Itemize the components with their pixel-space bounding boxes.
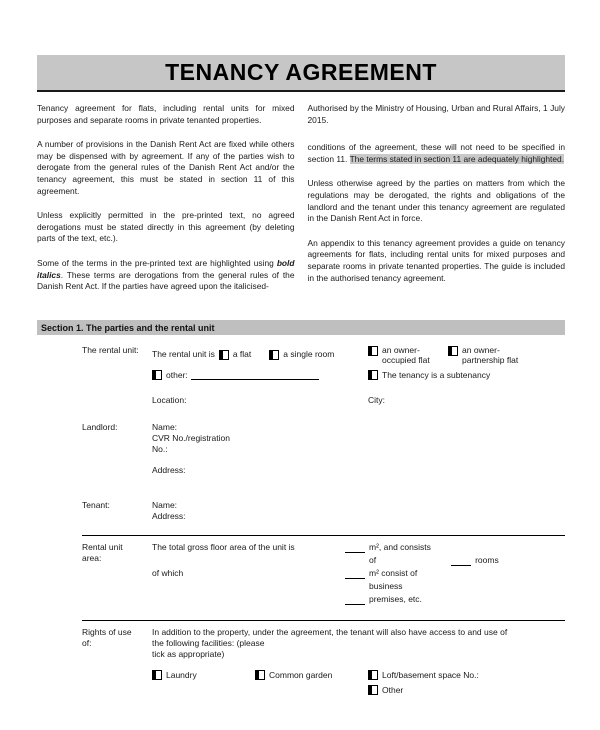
checkbox-a-single-room[interactable] xyxy=(269,350,279,360)
area-line1-text: The total gross floor area of the unit is xyxy=(152,542,295,553)
rental-unit-label: The rental unit: xyxy=(82,344,139,355)
document-title: TENANCY AGREEMENT xyxy=(165,59,437,85)
other-option-line xyxy=(152,370,368,381)
horizontal-rule xyxy=(82,535,565,536)
tenant-address-label: Address: xyxy=(152,511,186,522)
facilities-options xyxy=(152,670,565,696)
intro-right-column xyxy=(308,103,566,306)
intro-left-column xyxy=(37,103,295,306)
location-city-row xyxy=(152,395,565,406)
intro-text: Some of the terms in the pre-printed text are highlighted using xyxy=(37,257,277,268)
intro-paragraph: Unless otherwise agreed by the parties on matters from which the regulations may be derogated, the rights and obligations of the landlord and the tenant under this tenancy agreement are regulated in the Danish Rent Act in force. xyxy=(307,178,565,224)
area-line3-unit-text: m² consist of xyxy=(369,568,418,579)
landlord-row xyxy=(82,422,565,476)
city-label: City: xyxy=(368,394,385,405)
rental-unit-row xyxy=(82,345,565,406)
intro-paragraph: Tenancy agreement for flats, including rental units for mixed purposes and separate rooms in private tenanted properties. xyxy=(37,103,295,125)
business-area-blank-field[interactable] xyxy=(345,569,365,579)
rights-label: Rights of use of: xyxy=(82,627,132,649)
other-facility-option xyxy=(368,685,479,696)
section1-header: Section 1. The parties and the rental unit xyxy=(37,320,565,335)
option-owner-occupied-label: an owner-occupied flat xyxy=(382,344,430,365)
option-subtenancy-label: The tenancy is a subtenancy xyxy=(382,369,491,380)
rental-area-label: Rental unit area: xyxy=(82,542,123,564)
option-other-facility-label: Other xyxy=(382,684,404,695)
intro-paragraph: A number of provisions in the Danish Rent Act are fixed while others may be dispensed with by agreement. If any of the parties wish to derogate from the general rules of the Danish Rent Act and/or the tenancy agreement, this must be stated in section 11 of this agreement. xyxy=(37,139,295,196)
owner-occupied-option xyxy=(368,345,440,365)
checkbox-common-garden[interactable] xyxy=(255,670,265,680)
checkbox-loft-basement[interactable] xyxy=(368,670,378,680)
bold-italics-term: bold italics xyxy=(37,257,295,280)
common-garden-option xyxy=(255,670,368,681)
rental-unit-lead-text: The rental unit is xyxy=(152,349,215,360)
option-laundry-label: Laundry xyxy=(166,669,197,680)
rental-area-row xyxy=(82,542,565,607)
tenant-label: Tenant: xyxy=(82,500,110,511)
loft-other-options xyxy=(368,670,479,696)
area-line2-rooms: rooms xyxy=(475,555,499,566)
option-owner-partnership-label: an owner-partnership flat xyxy=(462,344,519,365)
total-area-blank-field[interactable] xyxy=(345,543,365,553)
intro-section xyxy=(37,103,565,306)
laundry-option xyxy=(152,670,255,681)
section1-form xyxy=(37,345,565,696)
intro-text: conditions of the agreement, these will not need to be specified in section 11. xyxy=(307,142,565,164)
option-loft-basement-label: Loft/basement space No.: xyxy=(382,669,479,680)
rights-of-use-row xyxy=(82,627,565,695)
area-line5-text: premises, etc. xyxy=(369,594,422,605)
loft-basement-option xyxy=(368,670,479,681)
premises-blank-field[interactable] xyxy=(345,595,365,605)
checkbox-subtenancy[interactable] xyxy=(368,370,378,380)
rights-text-line3: tick as appropriate) xyxy=(152,649,225,660)
document-title-bar xyxy=(37,55,565,92)
tenant-name-label: Name: xyxy=(152,500,178,511)
highlighted-example-text: The terms stated in section 11 are adequately highlighted. xyxy=(349,153,565,164)
landlord-address-label: Address: xyxy=(152,464,186,475)
intro-paragraph xyxy=(308,142,566,165)
checkbox-other[interactable] xyxy=(152,370,162,380)
intro-paragraph xyxy=(37,258,295,293)
rights-text-line2: the following facilities: (please xyxy=(152,638,265,649)
authorisation-note: Authorised by the Ministry of Housing, Urban and Rural Affairs, 1 July 2015. xyxy=(307,103,565,125)
intro-text: . These terms are derogations from the general rules of the Danish Rent Act. If the parties have agreed upon the italicised- xyxy=(37,269,295,292)
subtenancy-option-line xyxy=(368,370,565,381)
rights-text-line1: In addition to the property, under the agreement, the tenant will also have access to and use of xyxy=(152,627,508,638)
intro-paragraph: Unless explicitly permitted in the pre-printed text, no agreed derogations must be stated directly in this agreement (by deleting parts of the text, etc.). xyxy=(37,210,295,244)
area-line3-text: of which xyxy=(152,568,184,579)
area-line2-of: of xyxy=(369,555,377,566)
rental-unit-type-options xyxy=(152,345,368,365)
landlord-label: Landlord: xyxy=(82,421,118,432)
checkbox-laundry[interactable] xyxy=(152,670,162,680)
checkbox-owner-occupied-flat[interactable] xyxy=(368,346,378,356)
intro-paragraph: An appendix to this tenancy agreement provides a guide on tenancy agreements for flats, including rental units for mixed purposes and separate rooms in private tenanted properties. The guide is included in the authorised tenancy agreement. xyxy=(307,237,565,283)
option-other-label: other: xyxy=(166,369,188,380)
tenant-row xyxy=(82,500,565,522)
other-blank-field[interactable] xyxy=(191,370,319,380)
landlord-cvr-label: CVR No./registration No.: xyxy=(152,432,230,454)
option-common-garden-label: Common garden xyxy=(269,669,333,680)
location-label: Location: xyxy=(152,394,187,405)
horizontal-rule xyxy=(82,620,565,621)
area-line4-text: business xyxy=(369,581,403,592)
area-line1-unit-text: m², and consists xyxy=(369,542,431,553)
landlord-name-label: Name: xyxy=(152,421,178,432)
owner-flat-options xyxy=(368,345,565,365)
option-a-flat-label: a flat xyxy=(232,349,252,360)
checkbox-owner-partnership-flat[interactable] xyxy=(448,346,458,356)
rooms-blank-field[interactable] xyxy=(451,556,471,566)
checkbox-a-flat[interactable] xyxy=(219,350,229,360)
option-a-single-room-label: a single room xyxy=(283,349,335,360)
owner-partnership-option xyxy=(448,345,534,365)
checkbox-other-facility[interactable] xyxy=(368,685,378,695)
